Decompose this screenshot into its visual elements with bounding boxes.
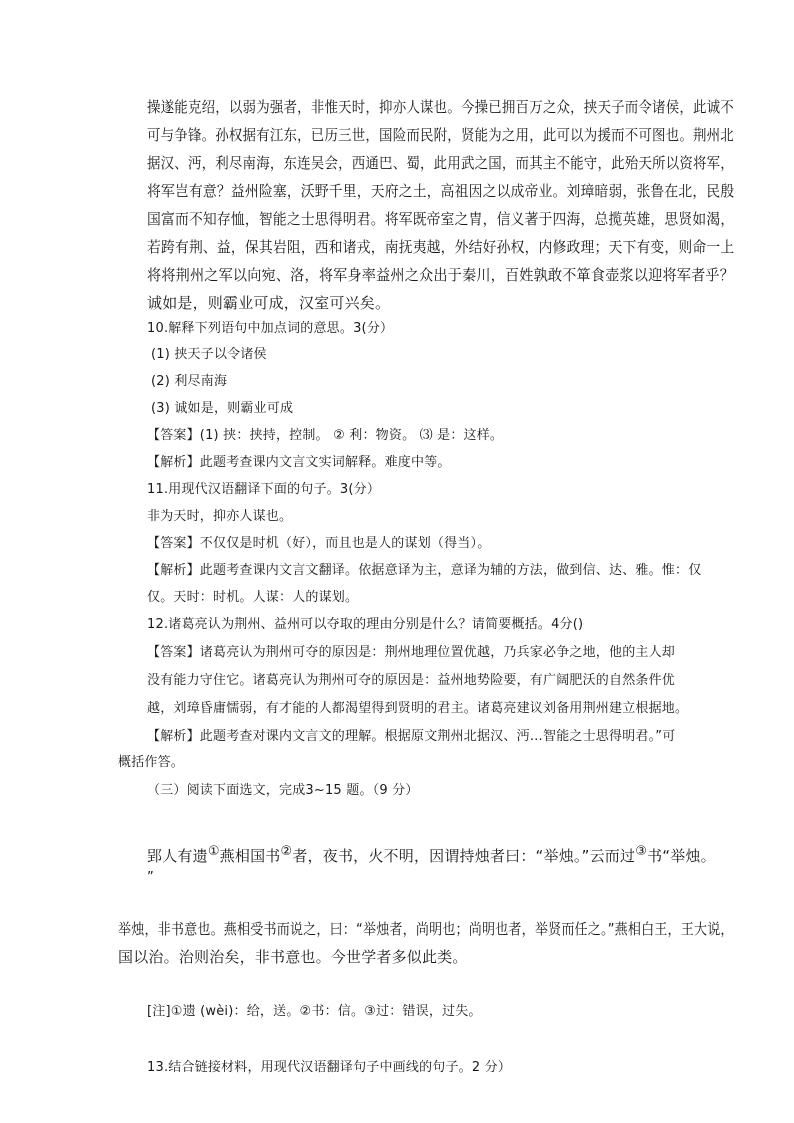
question-11-title: 11.用现代汉语翻译下面的句子。3(分） <box>147 482 381 497</box>
question-12-answer-line: 【答案】诸葛亮认为荆州可夺的原因是：荆州地理位置优越，乃兵家必争之地，他的主人却 <box>147 645 676 660</box>
passage3-line-1-cont: ” <box>147 870 154 885</box>
passage-line: 操遂能克绍，以弱为强者，非惟天时，抑亦人谋也。今操已拥百万之众，挟天子而令诸侯，此诚不 <box>147 98 734 116</box>
passage-line: 国富而不知存恤，智能之士思得明君。将军既帝室之胄，信义著于四海，总揽英雄，思贤如渴， <box>147 210 735 228</box>
question-10-analysis: 【解析】此题考查课内文言文实词解释。难度中等。 <box>147 455 451 470</box>
question-10-item-1: (1) 挟天子以令诸侯 <box>151 347 267 362</box>
passage-line: 据汉、沔，利尽南海，东连吴会，西通巴、蜀，此用武之国，而其主不能守，此殆天所以资将军， <box>147 154 734 172</box>
question-12-title: 12.诸葛亮认为荆州、益州可以夺取的理由分别是什么？请简要概括。4分() <box>147 617 584 632</box>
passage-line: 若跨有荆、益，保其岩阻，西和诸戎，南抚夷越，外结好孙权，内修政理；天下有变，则命一上 <box>147 238 735 256</box>
passage3-text: 郢人有遗 <box>147 847 208 865</box>
question-11-analysis: 【解析】此题考查课内文言文翻译。依据意译为主，意译为辅的方法，做到信、达、雅。惟：仅 <box>147 563 702 578</box>
question-13-title: 13.结合链接材料，用现代汉语翻译句子中画线的句子。2 分） <box>147 1060 512 1075</box>
passage3-text: 者，夜书，火不明，因谓持烛者曰：“举烛。”云而过 <box>292 847 636 865</box>
question-10-item-2: (2) 利尽南海 <box>151 374 228 389</box>
passage-line: 将军岂有意？益州险塞，沃野千里，天府之土，高祖因之以成帝业。刘璋暗弱，张鲁在北，民殷 <box>147 182 735 200</box>
question-12-analysis-line: 概括作答。 <box>118 755 185 770</box>
passage-line: 诚如是，则霸业可成，汉室可兴矣。 <box>147 294 391 312</box>
passage3-line: 国以治。治则治矣，非书意也。今世学者多似此类。 <box>118 948 468 966</box>
question-12-answer-line: 越，刘璋昏庸懦弱，有才能的人都渴望得到贤明的君主。诸葛亮建议刘备用荆州建立根据地。 <box>147 701 689 716</box>
passage-line: 将将荆州之军以向宛、洛，将军身率益州之众出于秦川，百姓孰敢不箪食壶浆以迎将军者乎？ <box>147 266 735 284</box>
question-10-title: 10.解释下列语句中加点词的意思。3(分） <box>147 321 394 336</box>
passage-line: 可与争锋。孙权据有江东，已历三世，国险而民附，贤能为之用，此可以为援而不可图也。荆州北 <box>147 126 734 144</box>
question-12-analysis-line: 【解析】此题考查对课内文言文的理解。根据原文荆州北据汉、沔…智能之士思得明君。”可 <box>147 729 676 744</box>
passage3-line: 举烛，非书意也。燕相受书而说之，曰：“举烛者，尚明也；尚明也者，举贤而任之。”燕相白王，王大说， <box>118 920 734 938</box>
passage3-note: [注]①遗 (wèi)：给，送。②书：信。③过：错误，过失。 <box>147 1004 482 1019</box>
question-10-item-3: (3) 诚如是，则霸业可成 <box>151 401 294 416</box>
passage3-text: 燕相国书 <box>219 847 281 865</box>
passage3-line-1 <box>147 842 716 866</box>
question-12-answer-line: 没有能力守住它。诸葛亮认为荆州可夺的原因是：益州地势险要，有广阔肥沃的自然条件优 <box>147 673 676 688</box>
question-11-answer: 【答案】不仅仅是时机（好），而且也是人的谋划（得当）。 <box>147 536 491 551</box>
footnote-marker: ① <box>207 844 220 859</box>
question-11-sentence: 非为天时，抑亦人谋也。 <box>147 509 293 524</box>
question-10-answer: 【答案】(1) 挟：挟持，控制。 ② 利：物资。 ⑶ 是：这样。 <box>147 428 504 443</box>
footnote-marker: ③ <box>635 844 648 859</box>
section-3-title: （三）阅读下面选文，完成3~15 题。（9 分） <box>147 783 419 798</box>
footnote-marker: ② <box>280 844 293 859</box>
question-11-analysis-cont: 仅。天时：时机。人谋：人的谋划。 <box>147 590 359 605</box>
passage3-text: 书“举烛。 <box>647 847 716 865</box>
